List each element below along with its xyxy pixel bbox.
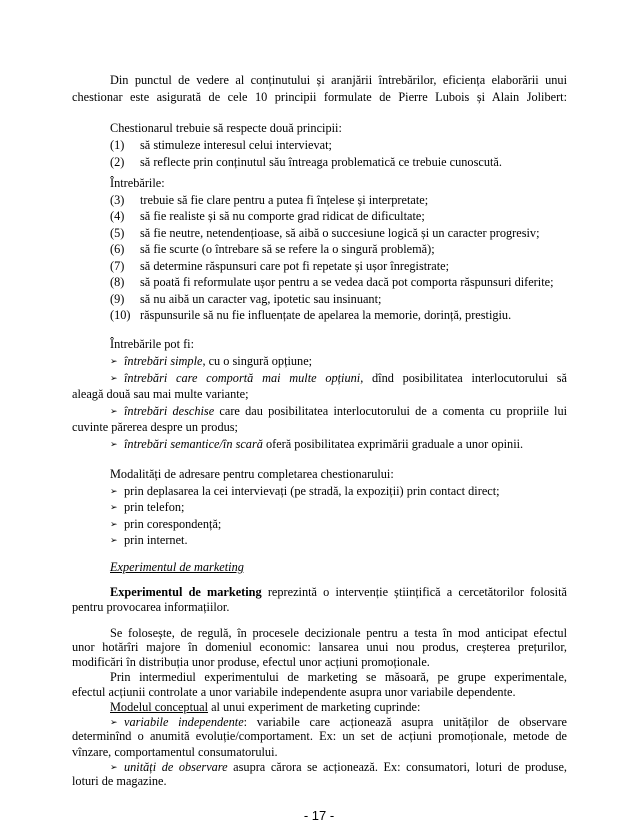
italic-term: întrebări simple [124,354,203,368]
paragraph-line [72,745,567,760]
item-text: să fie realiste și să nu comporte grad ridicat de dificultate; [140,209,425,223]
arrow-bullet-icon: ➢ [110,519,118,529]
bullet-text: care dau posibilitatea interlocutorului de a comenta cu propriile lui [214,404,568,418]
bullet-text: : variabile care acționează asupra unităților de observare [243,715,568,729]
numbered-item [110,242,567,257]
arrow-bullet-icon: ➢ [110,535,118,545]
bullet-item [110,404,567,419]
numbered-item [110,138,567,153]
arrow-bullet-icon: ➢ [110,356,118,366]
numbered-item [110,209,567,224]
item-number: (4) [110,209,125,223]
paragraph-line: Din punctul de vedere al conținutului și aranjării întrebărilor, eficiența elaborării unui [110,73,567,87]
paragraph-text: vînzare, comportamentul consumatorului. [72,745,278,759]
item-text: să stimuleze interesul celui intervievat; [140,138,332,152]
paragraph-line: Prin intermediul experimentului de marketing se măsoară, pe grupe experimentale, [110,670,567,684]
item-text: să poată fi reformulate ușor pentru a se vedea dacă pot comporta răspunsuri diferite; [140,275,554,289]
item-text: să fie scurte (o întrebare să se refere la o singură problemă); [140,242,435,256]
bullet-item [110,371,567,386]
underlined-term: Modelul conceptual [110,700,209,714]
paragraph-line: efectul acțiunii controlate a unor variabile independente asupra unor variabile dependente. [72,685,516,699]
numbered-item [110,308,567,323]
page-number: - 17 - [303,808,335,823]
item-number: (7) [110,259,125,273]
item-number: (6) [110,242,125,256]
arrow-bullet-icon: ➢ [110,406,118,416]
bullet-text: prin internet. [124,533,188,547]
list-intro: Modalități de adresare pentru completarea chestionarului: [110,467,394,481]
list-intro: Chestionarul trebuie să respecte două principii: [110,121,342,135]
item-number: (10) [110,308,131,322]
bullet-item [110,500,567,515]
list-intro: Întrebările pot fi: [110,337,194,351]
bullet-text: prin corespondență; [124,517,222,531]
paragraph-line: unor hotărîri majore în domeniul economic: lansarea unui nou produs, creșterea prețurilor, [72,640,567,654]
paragraph-line [110,585,567,600]
italic-term: întrebări care comportă mai multe opțiuni [124,371,361,385]
bullet-item [110,517,567,532]
bullet-item [110,437,567,452]
bullet-item [110,715,567,730]
bullet-text: asupra cărora se acționează. Ex: consumatori, loturi de produse, [227,760,567,774]
italic-term: întrebări semantice/în scară [124,437,263,451]
bullet-text: , cu o singură opțiune; [202,354,313,368]
paragraph-text: determinînd o anumită evoluție/comportament. Ex: un set de acțiuni promoționale, metode de [72,729,567,743]
bullet-text: , dînd posibilitatea interlocutorului să [360,371,567,385]
bullet-item [110,533,567,548]
paragraph-line: loturi de magazine. [72,774,167,788]
item-number: (2) [110,155,125,169]
section-title [110,560,567,575]
paragraph-line: aleagă două sau mai multe variante; [72,387,249,401]
numbered-item [110,292,567,307]
paragraph-line [110,700,567,715]
numbered-item [110,259,567,274]
item-text: să nu aibă un caracter vag, ipotetic sau insinuant; [140,292,382,306]
item-number: (8) [110,275,125,289]
bullet-text: prin deplasarea la cei intervievați (pe stradă, la expoziții) prin contact direct; [124,484,500,498]
item-number: (5) [110,226,125,240]
item-number: (3) [110,193,125,207]
italic-term: întrebări deschise [124,404,215,418]
item-text: să determine răspunsuri care pot fi repetate și ușor înregistrate; [140,259,450,273]
arrow-bullet-icon: ➢ [110,717,118,727]
numbered-item [110,226,567,241]
italic-term: unități de observare [124,760,228,774]
bullet-text: oferă posibilitatea exprimării graduale a unor opinii. [262,437,524,451]
paragraph-line [72,729,567,744]
item-number: (9) [110,292,125,306]
paragraph-line: chestionar este asigurată de cele 10 principii formulate de Pierre Lubois și Alain Jolibert: [72,90,567,104]
section-title-text: Experimentul de marketing [110,560,244,574]
numbered-item [110,275,567,290]
numbered-item [110,155,567,170]
arrow-bullet-icon: ➢ [110,502,118,512]
paragraph-line: modificări în distribuția unor produse, efectul unor acțiuni promoționale. [72,655,430,669]
arrow-bullet-icon: ➢ [110,486,118,496]
arrow-bullet-icon: ➢ [110,373,118,383]
bullet-item [110,354,567,369]
paragraph-line: pentru provocarea informațiilor. [72,600,230,614]
item-text: trebuie să fie clare pentru a putea fi înțelese și interpretate; [140,193,429,207]
numbered-item [110,193,567,208]
item-number: (1) [110,138,125,152]
paragraph-line: Se folosește, de regulă, în procesele decizionale pentru a testa în mod anticipat efectul [110,626,567,640]
bullet-text: prin telefon; [124,500,185,514]
paragraph-text: reprezintă o intervenție științifică a cercetătorilor folosită [261,585,567,599]
bullet-item [110,760,567,775]
item-text: să fie neutre, netendențioase, să aibă o succesiune logică și un caracter progresiv; [140,226,540,240]
italic-term: variabile independente [124,715,244,729]
list-intro: Întrebările: [110,176,165,190]
bullet-item [110,484,567,499]
item-text: să reflecte prin conținutul său întreaga problematică ce trebuie cunoscută. [140,155,502,169]
paragraph-line: cuvinte părerea despre un produs; [72,420,238,434]
bold-term: Experimentul de marketing [110,585,262,599]
arrow-bullet-icon: ➢ [110,762,118,772]
arrow-bullet-icon: ➢ [110,439,118,449]
item-text: răspunsurile să nu fie influențate de apelarea la memorie, dorință, prestigiu. [140,308,512,322]
paragraph-text: al unui experiment de marketing cuprinde: [208,700,421,714]
